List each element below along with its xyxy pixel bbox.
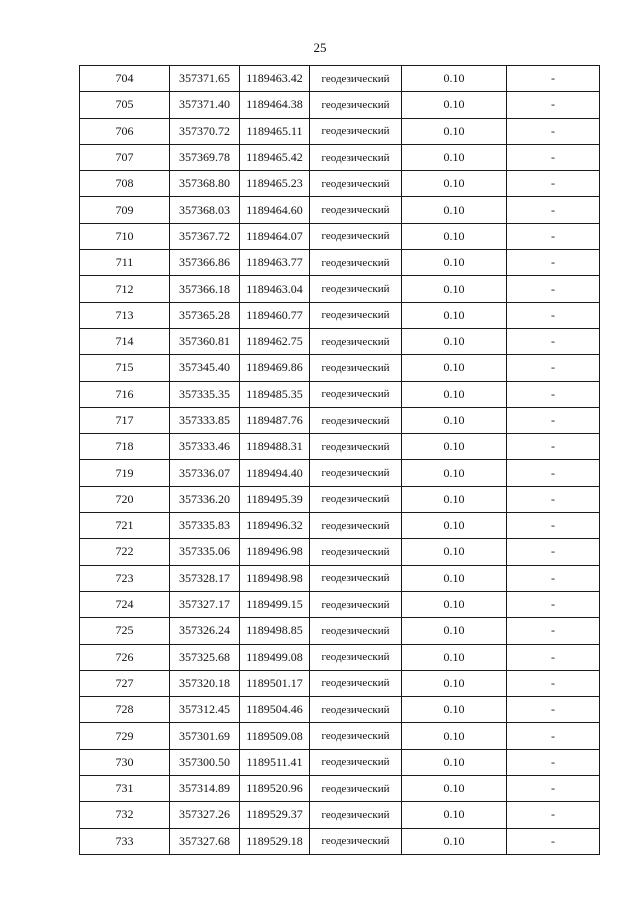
accuracy-cell: 0.10	[402, 644, 507, 670]
extra-cell: -	[507, 302, 600, 328]
table-row	[80, 381, 600, 407]
accuracy-cell: 0.10	[402, 802, 507, 828]
y-coordinate-cell: 1189485.35	[240, 381, 310, 407]
method-cell: геодезический	[310, 66, 402, 92]
y-coordinate-cell: 1189504.46	[240, 697, 310, 723]
method-cell: геодезический	[310, 565, 402, 591]
y-coordinate-cell: 1189520.96	[240, 776, 310, 802]
extra-cell: -	[507, 144, 600, 170]
table-row	[80, 513, 600, 539]
x-coordinate-cell: 357327.17	[170, 591, 240, 617]
accuracy-cell: 0.10	[402, 118, 507, 144]
method-cell: геодезический	[310, 486, 402, 512]
accuracy-cell: 0.10	[402, 223, 507, 249]
extra-cell: -	[507, 644, 600, 670]
x-coordinate-cell: 357327.26	[170, 802, 240, 828]
table-row	[80, 591, 600, 617]
point-number-cell: 712	[80, 276, 170, 302]
point-number-cell: 714	[80, 328, 170, 354]
extra-cell: -	[507, 171, 600, 197]
extra-cell: -	[507, 434, 600, 460]
accuracy-cell: 0.10	[402, 749, 507, 775]
extra-cell: -	[507, 828, 600, 854]
accuracy-cell: 0.10	[402, 66, 507, 92]
extra-cell: -	[507, 749, 600, 775]
extra-cell: -	[507, 591, 600, 617]
extra-cell: -	[507, 66, 600, 92]
x-coordinate-cell: 357327.68	[170, 828, 240, 854]
extra-cell: -	[507, 565, 600, 591]
point-number-cell: 717	[80, 407, 170, 433]
point-number-cell: 706	[80, 118, 170, 144]
table-row	[80, 460, 600, 486]
accuracy-cell: 0.10	[402, 92, 507, 118]
y-coordinate-cell: 1189487.76	[240, 407, 310, 433]
x-coordinate-cell: 357312.45	[170, 697, 240, 723]
page-number: 25	[313, 40, 327, 55]
point-number-cell: 707	[80, 144, 170, 170]
method-cell: геодезический	[310, 302, 402, 328]
y-coordinate-cell: 1189496.32	[240, 513, 310, 539]
x-coordinate-cell: 357345.40	[170, 355, 240, 381]
extra-cell: -	[507, 92, 600, 118]
method-cell: геодезический	[310, 328, 402, 354]
extra-cell: -	[507, 223, 600, 249]
point-number-cell: 731	[80, 776, 170, 802]
extra-cell: -	[507, 250, 600, 276]
y-coordinate-cell: 1189463.77	[240, 250, 310, 276]
x-coordinate-cell: 357335.35	[170, 381, 240, 407]
method-cell: геодезический	[310, 802, 402, 828]
accuracy-cell: 0.10	[402, 591, 507, 617]
table-row	[80, 355, 600, 381]
accuracy-cell: 0.10	[402, 513, 507, 539]
extra-cell: -	[507, 618, 600, 644]
extra-cell: -	[507, 539, 600, 565]
x-coordinate-cell: 357367.72	[170, 223, 240, 249]
x-coordinate-cell: 357336.20	[170, 486, 240, 512]
point-number-cell: 708	[80, 171, 170, 197]
method-cell: геодезический	[310, 381, 402, 407]
accuracy-cell: 0.10	[402, 302, 507, 328]
method-cell: геодезический	[310, 171, 402, 197]
extra-cell: -	[507, 381, 600, 407]
extra-cell: -	[507, 118, 600, 144]
table-row	[80, 197, 600, 223]
extra-cell: -	[507, 407, 600, 433]
y-coordinate-cell: 1189495.39	[240, 486, 310, 512]
method-cell: геодезический	[310, 539, 402, 565]
table-row	[80, 697, 600, 723]
accuracy-cell: 0.10	[402, 381, 507, 407]
method-cell: геодезический	[310, 644, 402, 670]
x-coordinate-cell: 357314.89	[170, 776, 240, 802]
accuracy-cell: 0.10	[402, 355, 507, 381]
point-number-cell: 709	[80, 197, 170, 223]
x-coordinate-cell: 357301.69	[170, 723, 240, 749]
y-coordinate-cell: 1189464.07	[240, 223, 310, 249]
x-coordinate-cell: 357371.65	[170, 66, 240, 92]
y-coordinate-cell: 1189529.37	[240, 802, 310, 828]
y-coordinate-cell: 1189488.31	[240, 434, 310, 460]
x-coordinate-cell: 357365.28	[170, 302, 240, 328]
y-coordinate-cell: 1189511.41	[240, 749, 310, 775]
point-number-cell: 728	[80, 697, 170, 723]
point-number-cell: 711	[80, 250, 170, 276]
y-coordinate-cell: 1189509.08	[240, 723, 310, 749]
point-number-cell: 733	[80, 828, 170, 854]
coordinates-table-body	[80, 66, 600, 855]
method-cell: геодезический	[310, 355, 402, 381]
method-cell: геодезический	[310, 828, 402, 854]
method-cell: геодезический	[310, 197, 402, 223]
method-cell: геодезический	[310, 250, 402, 276]
table-row	[80, 565, 600, 591]
extra-cell: -	[507, 670, 600, 696]
x-coordinate-cell: 357336.07	[170, 460, 240, 486]
table-row	[80, 670, 600, 696]
method-cell: геодезический	[310, 223, 402, 249]
method-cell: геодезический	[310, 276, 402, 302]
accuracy-cell: 0.10	[402, 250, 507, 276]
y-coordinate-cell: 1189460.77	[240, 302, 310, 328]
x-coordinate-cell: 357366.18	[170, 276, 240, 302]
table-row	[80, 171, 600, 197]
y-coordinate-cell: 1189462.75	[240, 328, 310, 354]
x-coordinate-cell: 357368.03	[170, 197, 240, 223]
y-coordinate-cell: 1189463.42	[240, 66, 310, 92]
x-coordinate-cell: 357369.78	[170, 144, 240, 170]
extra-cell: -	[507, 197, 600, 223]
table-row	[80, 749, 600, 775]
x-coordinate-cell: 357335.83	[170, 513, 240, 539]
y-coordinate-cell: 1189465.11	[240, 118, 310, 144]
table-row	[80, 776, 600, 802]
point-number-cell: 704	[80, 66, 170, 92]
accuracy-cell: 0.10	[402, 828, 507, 854]
point-number-cell: 710	[80, 223, 170, 249]
extra-cell: -	[507, 723, 600, 749]
table-row	[80, 250, 600, 276]
table-row	[80, 92, 600, 118]
table-row	[80, 276, 600, 302]
x-coordinate-cell: 357360.81	[170, 328, 240, 354]
x-coordinate-cell: 357333.85	[170, 407, 240, 433]
table-row	[80, 618, 600, 644]
table-row	[80, 223, 600, 249]
point-number-cell: 729	[80, 723, 170, 749]
x-coordinate-cell: 357320.18	[170, 670, 240, 696]
method-cell: геодезический	[310, 434, 402, 460]
x-coordinate-cell: 357366.86	[170, 250, 240, 276]
x-coordinate-cell: 357335.06	[170, 539, 240, 565]
y-coordinate-cell: 1189469.86	[240, 355, 310, 381]
extra-cell: -	[507, 460, 600, 486]
y-coordinate-cell: 1189464.60	[240, 197, 310, 223]
extra-cell: -	[507, 328, 600, 354]
method-cell: геодезический	[310, 670, 402, 696]
extra-cell: -	[507, 276, 600, 302]
method-cell: геодезический	[310, 460, 402, 486]
method-cell: геодезический	[310, 513, 402, 539]
extra-cell: -	[507, 776, 600, 802]
method-cell: геодезический	[310, 618, 402, 644]
table-row	[80, 302, 600, 328]
accuracy-cell: 0.10	[402, 723, 507, 749]
table-row	[80, 486, 600, 512]
point-number-cell: 720	[80, 486, 170, 512]
accuracy-cell: 0.10	[402, 171, 507, 197]
method-cell: геодезический	[310, 776, 402, 802]
accuracy-cell: 0.10	[402, 670, 507, 696]
point-number-cell: 721	[80, 513, 170, 539]
point-number-cell: 727	[80, 670, 170, 696]
accuracy-cell: 0.10	[402, 697, 507, 723]
table-row	[80, 434, 600, 460]
y-coordinate-cell: 1189465.23	[240, 171, 310, 197]
point-number-cell: 715	[80, 355, 170, 381]
accuracy-cell: 0.10	[402, 486, 507, 512]
extra-cell: -	[507, 513, 600, 539]
accuracy-cell: 0.10	[402, 407, 507, 433]
y-coordinate-cell: 1189465.42	[240, 144, 310, 170]
x-coordinate-cell: 357368.80	[170, 171, 240, 197]
y-coordinate-cell: 1189494.40	[240, 460, 310, 486]
point-number-cell: 732	[80, 802, 170, 828]
point-number-cell: 726	[80, 644, 170, 670]
coordinates-table	[79, 65, 600, 855]
extra-cell: -	[507, 802, 600, 828]
table-row	[80, 644, 600, 670]
y-coordinate-cell: 1189496.98	[240, 539, 310, 565]
table-row	[80, 802, 600, 828]
accuracy-cell: 0.10	[402, 565, 507, 591]
x-coordinate-cell: 357333.46	[170, 434, 240, 460]
point-number-cell: 723	[80, 565, 170, 591]
point-number-cell: 718	[80, 434, 170, 460]
table-row	[80, 539, 600, 565]
x-coordinate-cell: 357371.40	[170, 92, 240, 118]
x-coordinate-cell: 357326.24	[170, 618, 240, 644]
table-row	[80, 118, 600, 144]
y-coordinate-cell: 1189501.17	[240, 670, 310, 696]
y-coordinate-cell: 1189463.04	[240, 276, 310, 302]
point-number-cell: 716	[80, 381, 170, 407]
point-number-cell: 730	[80, 749, 170, 775]
table-row	[80, 328, 600, 354]
method-cell: геодезический	[310, 407, 402, 433]
point-number-cell: 724	[80, 591, 170, 617]
x-coordinate-cell: 357328.17	[170, 565, 240, 591]
y-coordinate-cell: 1189464.38	[240, 92, 310, 118]
y-coordinate-cell: 1189499.08	[240, 644, 310, 670]
table-row	[80, 407, 600, 433]
method-cell: геодезический	[310, 92, 402, 118]
accuracy-cell: 0.10	[402, 539, 507, 565]
accuracy-cell: 0.10	[402, 144, 507, 170]
accuracy-cell: 0.10	[402, 328, 507, 354]
accuracy-cell: 0.10	[402, 197, 507, 223]
accuracy-cell: 0.10	[402, 460, 507, 486]
table-row	[80, 144, 600, 170]
method-cell: геодезический	[310, 118, 402, 144]
extra-cell: -	[507, 486, 600, 512]
table-row	[80, 828, 600, 854]
method-cell: геодезический	[310, 749, 402, 775]
method-cell: геодезический	[310, 697, 402, 723]
point-number-cell: 719	[80, 460, 170, 486]
point-number-cell: 705	[80, 92, 170, 118]
accuracy-cell: 0.10	[402, 618, 507, 644]
extra-cell: -	[507, 355, 600, 381]
x-coordinate-cell: 357325.68	[170, 644, 240, 670]
method-cell: геодезический	[310, 591, 402, 617]
method-cell: геодезический	[310, 144, 402, 170]
point-number-cell: 713	[80, 302, 170, 328]
y-coordinate-cell: 1189529.18	[240, 828, 310, 854]
point-number-cell: 722	[80, 539, 170, 565]
extra-cell: -	[507, 697, 600, 723]
y-coordinate-cell: 1189498.85	[240, 618, 310, 644]
table-row	[80, 723, 600, 749]
point-number-cell: 725	[80, 618, 170, 644]
y-coordinate-cell: 1189499.15	[240, 591, 310, 617]
table-row	[80, 66, 600, 92]
accuracy-cell: 0.10	[402, 434, 507, 460]
y-coordinate-cell: 1189498.98	[240, 565, 310, 591]
accuracy-cell: 0.10	[402, 776, 507, 802]
x-coordinate-cell: 357370.72	[170, 118, 240, 144]
x-coordinate-cell: 357300.50	[170, 749, 240, 775]
accuracy-cell: 0.10	[402, 276, 507, 302]
method-cell: геодезический	[310, 723, 402, 749]
